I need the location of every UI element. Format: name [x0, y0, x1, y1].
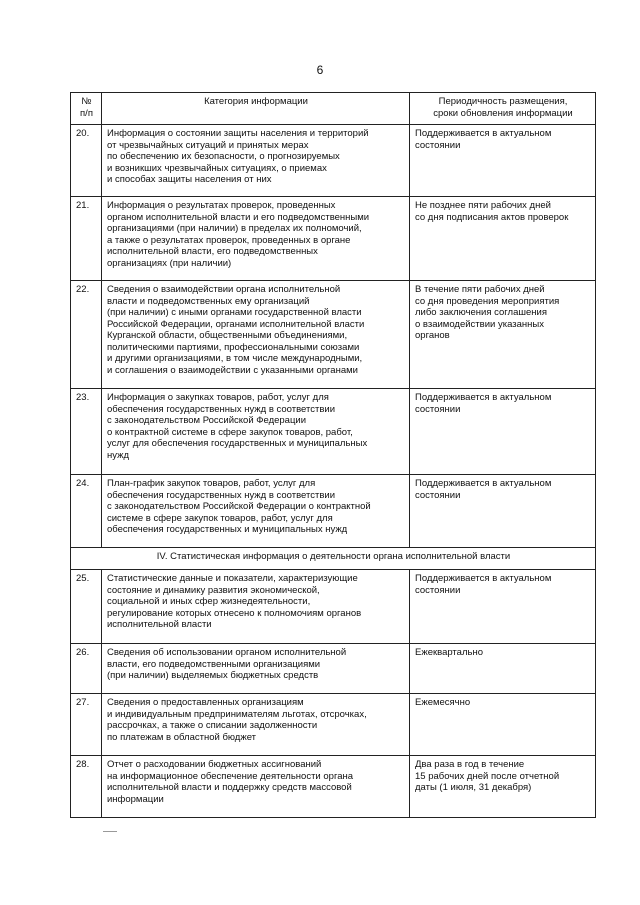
scan-mark: [103, 831, 117, 832]
row-periodicity: Не позднее пяти рабочих дней со дня подписания актов проверок: [410, 197, 596, 281]
header-category: Категория информации: [102, 93, 410, 125]
table-row: [71, 756, 596, 818]
row-periodicity: Поддерживается в актуальном состоянии: [410, 570, 596, 644]
table-row: [71, 197, 596, 281]
table-row: [71, 570, 596, 644]
table-row: [71, 389, 596, 475]
row-category: Отчет о расходовании бюджетных ассигнований на информационное обеспечение деятельности органа исполнительной власти и поддержку средств массовой информации: [102, 756, 410, 818]
row-periodicity: Ежеквартально: [410, 644, 596, 694]
row-number: 28.: [71, 756, 102, 818]
row-number: 22.: [71, 281, 102, 389]
table-row: [71, 281, 596, 389]
row-number: 26.: [71, 644, 102, 694]
page-number: 6: [316, 63, 324, 77]
information-table: [70, 92, 596, 818]
row-category: Сведения об использовании органом исполнительной власти, его подведомственными организациями (при наличии) выделяемых бюджетных средств: [102, 644, 410, 694]
row-periodicity: Ежемесячно: [410, 694, 596, 756]
row-number: 23.: [71, 389, 102, 475]
row-number: 24.: [71, 475, 102, 548]
row-periodicity: Два раза в год в течение 15 рабочих дней после отчетной даты (1 июля, 31 декабря): [410, 756, 596, 818]
table-header-row: [71, 93, 596, 125]
table-row: [71, 694, 596, 756]
row-category: Информация о закупках товаров, работ, услуг для обеспечения государственных нужд в соответствии с законодательством Российской Федерации о контрактной системе в сфере закупок товаров, работ, услуг для обеспечения государственных и муниципальных нужд: [102, 389, 410, 475]
row-category: Информация о состоянии защиты населения и территорий от чрезвычайных ситуаций и принятых мерах по обеспечению их безопасности, о прогнозируемых и возникших чрезвычайных ситуациях, о приемах и способах защиты населения от них: [102, 125, 410, 197]
row-category: Информация о результатах проверок, проведенных органом исполнительной власти и его подведомственными организациями (при наличии) в пределах их полномочий, а также о результатах проверок, проведенных в органе исполнительной власти, его подведомственных организациях (при наличии): [102, 197, 410, 281]
table-row: [71, 125, 596, 197]
row-number: 27.: [71, 694, 102, 756]
table-row: [71, 644, 596, 694]
row-category: Статистические данные и показатели, характеризующие состояние и динамику развития экономической, социальной и иных сфер жизнедеятельности, регулирование которых отнесено к полномочиям органов исполнительной власти: [102, 570, 410, 644]
row-category: Сведения о предоставленных организациям и индивидуальным предпринимателям льготах, отсрочках, рассрочках, а также о списании задолженности по платежам в областной бюджет: [102, 694, 410, 756]
header-number: № п/п: [71, 93, 102, 125]
header-periodicity: Периодичность размещения, сроки обновления информации: [410, 93, 596, 125]
section-title: IV. Статистическая информация о деятельности органа исполнительной власти: [71, 548, 596, 570]
row-periodicity: Поддерживается в актуальном состоянии: [410, 475, 596, 548]
table-row: [71, 475, 596, 548]
row-number: 25.: [71, 570, 102, 644]
row-periodicity: В течение пяти рабочих дней со дня проведения мероприятия либо заключения соглашения о взаимодействии указанных органов: [410, 281, 596, 389]
section-header-row: [71, 548, 596, 570]
row-number: 21.: [71, 197, 102, 281]
row-number: 20.: [71, 125, 102, 197]
row-periodicity: Поддерживается в актуальном состоянии: [410, 389, 596, 475]
row-category: План-график закупок товаров, работ, услуг для обеспечения государственных нужд в соответствии с законодательством Российской Федерации о контрактной системе в сфере закупок товаров, работ, услуг для обеспечения государственных и муниципальных нужд: [102, 475, 410, 548]
row-periodicity: Поддерживается в актуальном состоянии: [410, 125, 596, 197]
row-category: Сведения о взаимодействии органа исполнительной власти и подведомственных ему организаций (при наличии) с иными органами государственной власти Российской Федерации, органами исполнительной власти Курганской области, общественными объединениями, политическими партиями, профессиональными союзами и другими организациями, в том числе международными, и соглашения о взаимодействии с указанными органами: [102, 281, 410, 389]
